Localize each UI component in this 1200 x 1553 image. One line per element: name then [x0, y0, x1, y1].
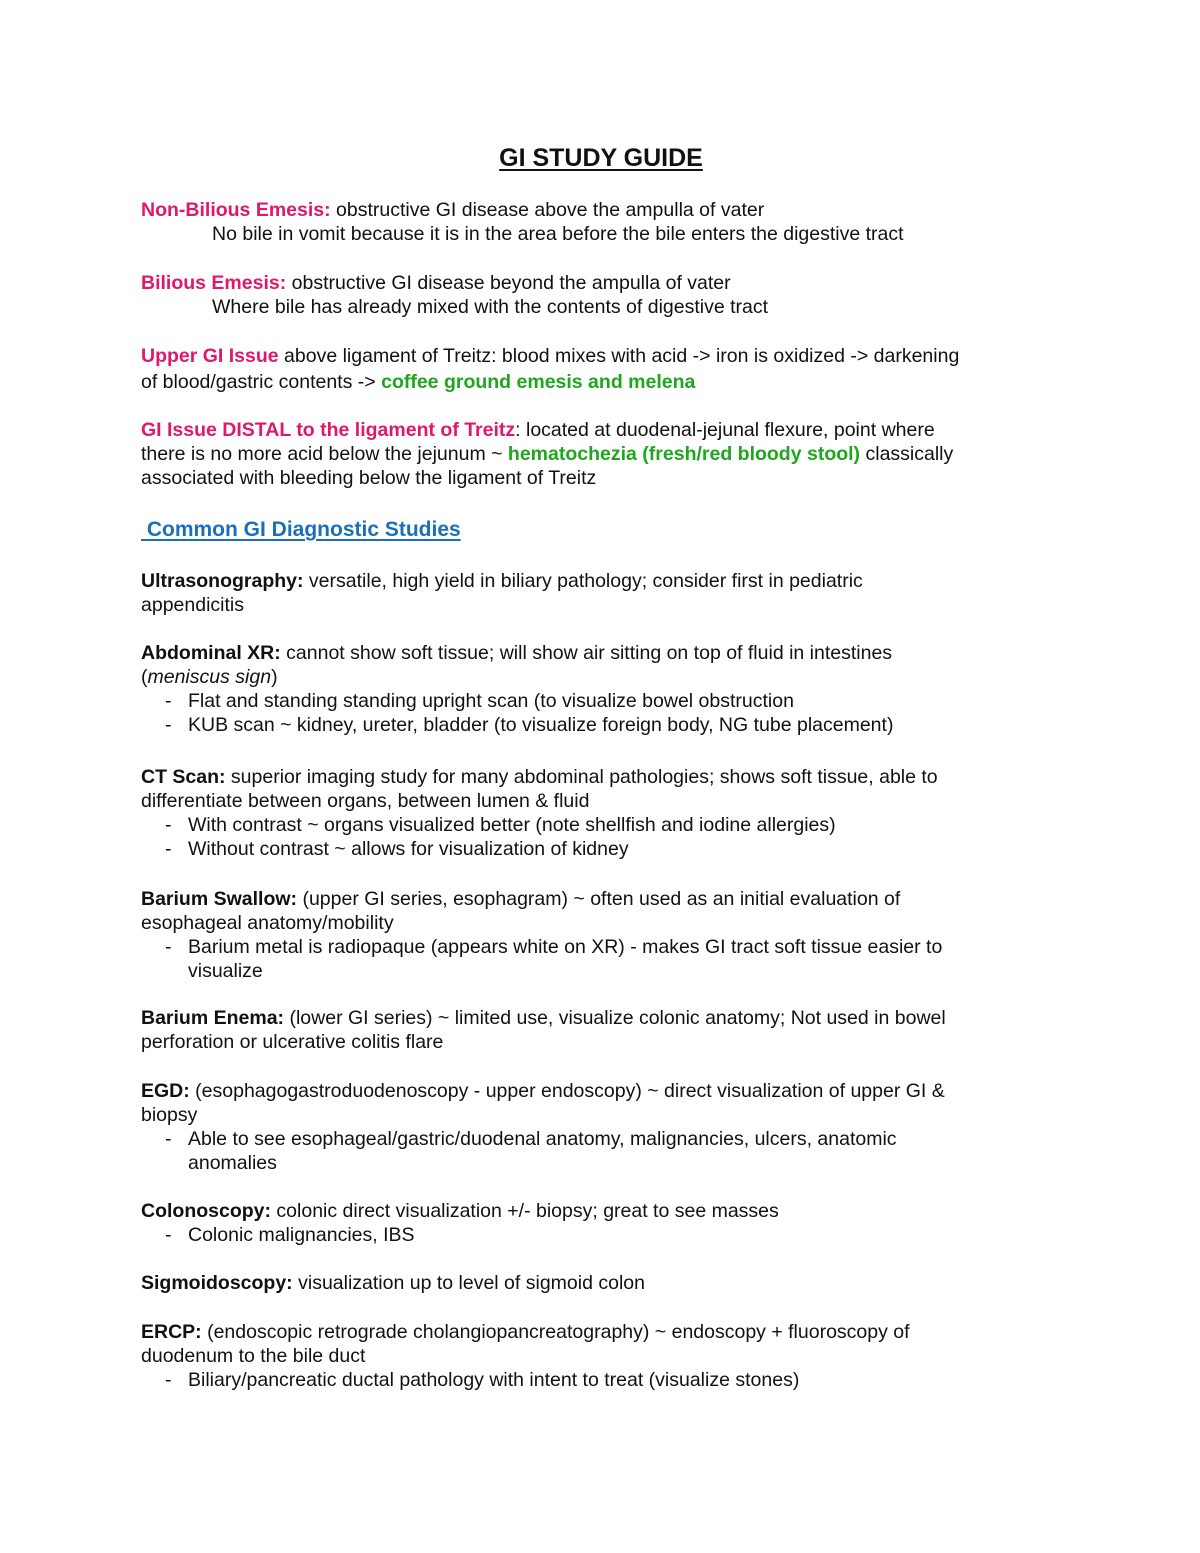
bilious-definition: obstructive GI disease beyond the ampulla of vater [286, 272, 731, 294]
upper-gi-entry [141, 343, 1061, 395]
ultrasonography-term: Ultrasonography: [141, 570, 304, 592]
distal-gi-highlight: hematochezia (fresh/red bloody stool) [507, 443, 861, 465]
study-abdominal-xr [141, 641, 1061, 737]
colonoscopy-term: Colonoscopy: [141, 1200, 271, 1222]
bullet-dash: - [165, 838, 172, 860]
bullet-dash: - [165, 1224, 172, 1246]
non-bilious-definition: obstructive GI disease above the ampulla of vater [330, 199, 765, 221]
ercp-line2: duodenum to the bile duct [141, 1345, 366, 1367]
abdominal-xr-term: Abdominal XR: [141, 642, 281, 664]
egd-line2: biopsy [141, 1104, 198, 1126]
egd-line1: (esophagogastroduodenoscopy - upper endoscopy) ~ direct visualization of upper GI & [189, 1080, 945, 1102]
section-heading-diagnostic-studies: Common GI Diagnostic Studies [141, 518, 461, 541]
list-item [141, 1127, 1061, 1175]
ultrasonography-line2: appendicitis [141, 594, 244, 616]
bullet-text: Barium metal is radiopaque (appears white on XR) - makes GI tract soft tissue easier to [188, 936, 943, 958]
study-barium-swallow [141, 887, 1061, 983]
study-barium-enema [141, 1006, 1061, 1054]
study-sigmoidoscopy [141, 1271, 1061, 1295]
egd-term: EGD: [141, 1080, 190, 1102]
study-ct-scan [141, 765, 1061, 861]
sigmoidoscopy-line1: visualization up to level of sigmoid colon [292, 1272, 645, 1294]
bullet-dash: - [165, 814, 172, 836]
bilious-term: Bilious Emesis: [141, 272, 287, 294]
upper-gi-line1: above ligament of Treitz: blood mixes with acid -> iron is oxidized -> darkening [278, 345, 960, 367]
upper-gi-line2: of blood/gastric contents -> [141, 371, 382, 393]
distal-gi-line2-pre: there is no more acid below the jejunum ~ [141, 443, 508, 465]
upper-gi-highlight: coffee ground emesis and melena [381, 371, 696, 393]
study-ercp [141, 1320, 1061, 1392]
ultrasonography-line1: versatile, high yield in biliary pathology; consider first in pediatric [303, 570, 863, 592]
bullet-dash: - [165, 690, 172, 712]
egd-bullets [141, 1127, 1061, 1175]
bullet-text: Colonic malignancies, IBS [188, 1224, 415, 1246]
ct-scan-line2: differentiate between organs, between lumen & fluid [141, 790, 590, 812]
non-bilious-note: No bile in vomit because it is in the area before the bile enters the digestive tract [212, 223, 904, 245]
bilious-note: Where bile has already mixed with the contents of digestive tract [212, 296, 769, 318]
ct-scan-bullets [141, 813, 1061, 861]
bullet-text-continued: anomalies [188, 1152, 277, 1174]
list-item [141, 935, 1061, 983]
list-item [141, 837, 1061, 861]
bullet-text: With contrast ~ organs visualized better (note shellfish and iodine allergies) [188, 814, 836, 836]
ercp-line1: (endoscopic retrograde cholangiopancreatography) ~ endoscopy + fluoroscopy of [201, 1321, 910, 1343]
barium-enema-line2: perforation or ulcerative colitis flare [141, 1031, 444, 1053]
abdominal-xr-paren-close: ) [271, 666, 278, 688]
bullet-text: Flat and standing standing upright scan (to visualize bowel obstruction [188, 690, 794, 712]
bullet-text-continued: visualize [188, 960, 263, 982]
bullet-text: Biliary/pancreatic ductal pathology with intent to treat (visualize stones) [188, 1369, 800, 1391]
colonoscopy-bullets [141, 1223, 1061, 1247]
distal-gi-line3: associated with bleeding below the ligament of Treitz [141, 467, 597, 489]
barium-swallow-line2: esophageal anatomy/mobility [141, 912, 394, 934]
non-bilious-term: Non-Bilious Emesis: [141, 199, 331, 221]
page-title: GI STUDY GUIDE [499, 144, 703, 172]
ercp-term: ERCP: [141, 1321, 202, 1343]
sigmoidoscopy-term: Sigmoidoscopy: [141, 1272, 293, 1294]
abdominal-xr-bullets [141, 689, 1061, 737]
list-item [141, 689, 1061, 713]
colonoscopy-line1: colonic direct visualization +/- biopsy; great to see masses [271, 1200, 779, 1222]
distal-gi-term: GI Issue DISTAL to the ligament of Treitz [141, 419, 516, 441]
bullet-dash: - [165, 1128, 172, 1150]
list-item [141, 813, 1061, 837]
bullet-text: KUB scan ~ kidney, ureter, bladder (to visualize foreign body, NG tube placement) [188, 714, 894, 736]
ct-scan-line1: superior imaging study for many abdominal pathologies; shows soft tissue, able to [225, 766, 938, 788]
ercp-bullets [141, 1368, 1061, 1392]
bullet-dash: - [165, 1369, 172, 1391]
non-bilious-emesis-entry [141, 198, 1061, 246]
distal-gi-entry [141, 418, 1061, 490]
bullet-text: Without contrast ~ allows for visualization of kidney [188, 838, 629, 860]
study-colonoscopy [141, 1199, 1061, 1247]
list-item [141, 1368, 1061, 1392]
study-egd [141, 1079, 1061, 1175]
distal-gi-line2-post: classically [860, 443, 954, 465]
bullet-dash: - [165, 714, 172, 736]
list-item [141, 713, 1061, 737]
bilious-emesis-entry [141, 271, 1061, 319]
upper-gi-term: Upper GI Issue [141, 345, 279, 367]
barium-swallow-term: Barium Swallow: [141, 888, 298, 910]
study-ultrasonography [141, 569, 1061, 617]
barium-swallow-line1: (upper GI series, esophagram) ~ often used as an initial evaluation of [297, 888, 901, 910]
list-item [141, 1223, 1061, 1247]
bullet-dash: - [165, 936, 172, 958]
ct-scan-term: CT Scan: [141, 766, 226, 788]
abdominal-xr-paren-open: ( [141, 666, 148, 688]
meniscus-sign-text: meniscus sign [147, 666, 272, 688]
barium-swallow-bullets [141, 935, 1061, 983]
abdominal-xr-line1: cannot show soft tissue; will show air sitting on top of fluid in intestines [280, 642, 893, 664]
barium-enema-term: Barium Enema: [141, 1007, 285, 1029]
bullet-text: Able to see esophageal/gastric/duodenal anatomy, malignancies, ulcers, anatomic [188, 1128, 897, 1150]
distal-gi-line1: : located at duodenal-jejunal flexure, point where [515, 419, 935, 441]
barium-enema-line1: (lower GI series) ~ limited use, visualize colonic anatomy; Not used in bowel [284, 1007, 946, 1029]
